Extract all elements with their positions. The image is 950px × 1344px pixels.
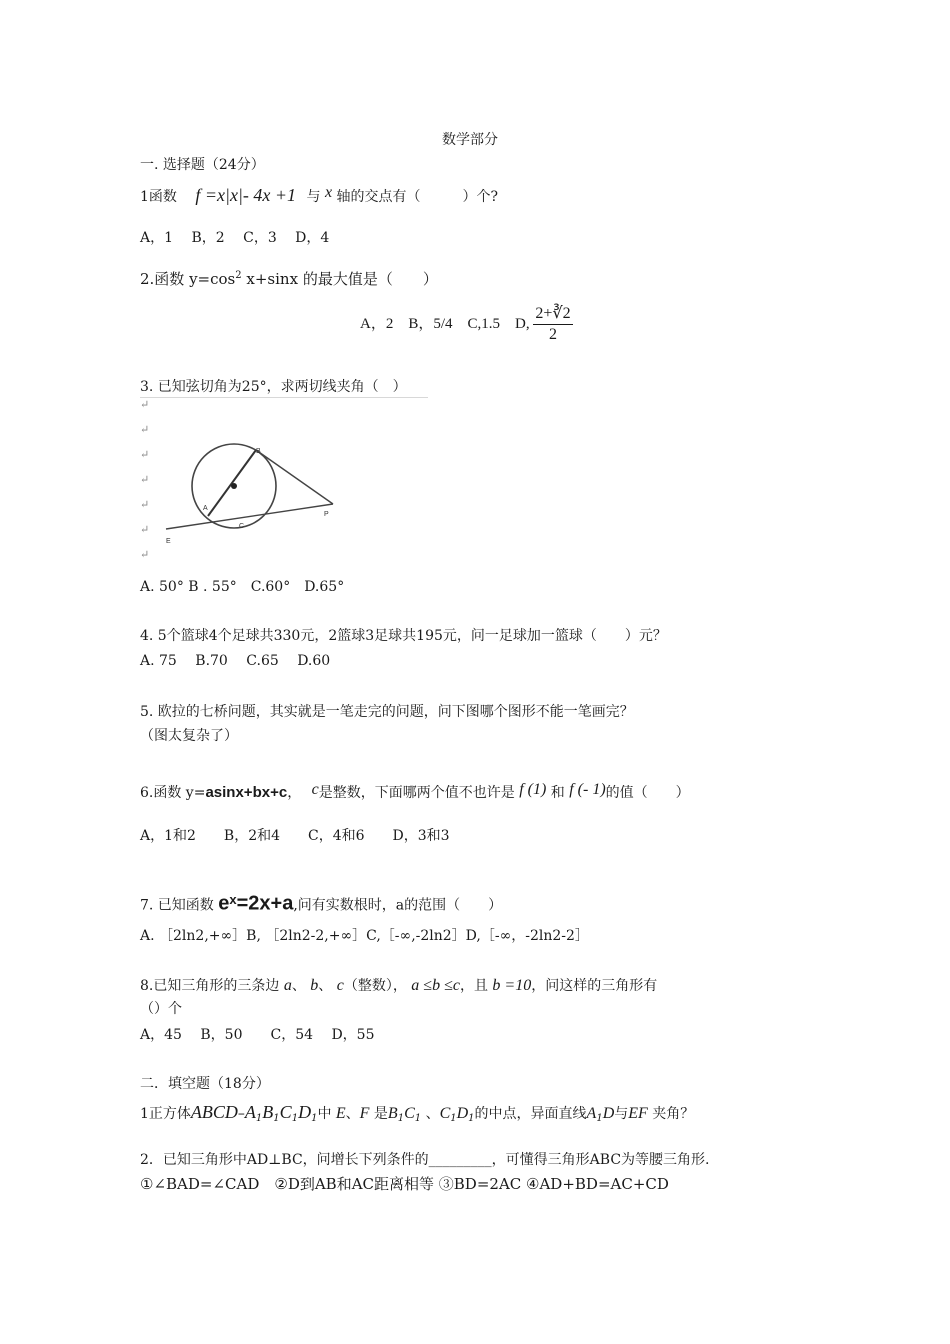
q2-fraction-num: 2+∛2 [533, 304, 572, 325]
f1-cd-sub: 1 [450, 1113, 457, 1124]
f1-is: 是 [373, 1106, 388, 1122]
q1-formula: f =x|x|- 4x +1 [195, 185, 297, 205]
q5-note: （图太复杂了） [140, 728, 238, 744]
q8-and: ，且 [459, 978, 488, 994]
q2-prefix: 2.函数 y=cos [140, 270, 236, 288]
f1-ad: A [586, 1105, 597, 1122]
return-mark: ↵ [140, 498, 150, 511]
question-3: 3. 已知弦切角为25°，求两切线夹角（ ） [140, 379, 407, 395]
q8-sep2: 、 [318, 978, 333, 994]
f1-c1: C [279, 1102, 292, 1122]
f1-cd: C [439, 1105, 451, 1122]
q3-divider [140, 397, 428, 398]
fill-question-2: 2．已知三角形中AD⊥BC，问增长下列条件的_________，可懂得三角形ABC为等腰三角形. [140, 1152, 710, 1168]
f1-dash: – [237, 1106, 245, 1122]
q8-options: A，45 B，50 C，54 D，55 [140, 1027, 375, 1043]
q2-fraction-den: 2 [548, 326, 557, 343]
q8-sep1: 、 [291, 978, 306, 994]
q7-options: A. ［2ln2,+∞］B, ［2ln2-2,+∞］C,［-∞,-2ln2］D,［-∞，-2ln2-2］ [140, 928, 589, 944]
q8-a: a [283, 977, 292, 994]
q6-f1: f (1) [519, 781, 547, 798]
f1-bc2: C [404, 1105, 415, 1122]
f1-ad2: D [602, 1105, 615, 1122]
question-2 [140, 266, 438, 289]
f1-a1-sub: 1 [255, 1113, 263, 1124]
f1-ef: EF [628, 1105, 648, 1122]
q8-continuation: （）个 [140, 1001, 182, 1017]
q7-prefix: 7. 已知函数 [140, 897, 214, 914]
q6-and: 和 [550, 785, 565, 801]
f1-e: E [335, 1105, 346, 1122]
q2-fraction [533, 304, 572, 345]
return-mark: ↵ [140, 448, 150, 461]
f1-cd2-sub: 1 [468, 1113, 475, 1124]
q6-c: c [311, 781, 319, 798]
q2-suffix: x+sinx 的最大值是（ ） [241, 270, 438, 288]
q8-beq: b =10 [492, 977, 532, 994]
q6-suffix: 的值（ ） [605, 785, 690, 801]
tangent-bp [256, 450, 333, 504]
section-choice-heading: 一. 选择题（24分） [140, 157, 265, 173]
q8-ineq: a ≤b ≤c [411, 977, 460, 994]
section-fill-heading: 二．填空题（18分） [140, 1076, 270, 1092]
f1-d1: D [298, 1102, 312, 1122]
label-p: P [324, 511, 329, 518]
q2-options-text: A，2 B，5/4 C,1.5 D, [360, 315, 530, 332]
question-4: 4. 5个篮球4个足球共330元，2篮球3足球共195元，问一足球加一篮球（ ）元？ [140, 628, 667, 644]
diameter-ab [208, 450, 256, 516]
f1-cube: ABCD [190, 1102, 238, 1122]
label-a: A [203, 505, 208, 512]
return-mark: ↵ [140, 473, 150, 486]
question-8 [140, 976, 657, 996]
q6-f2: f (- 1) [569, 781, 606, 798]
return-mark: ↵ [140, 523, 150, 536]
f1-cd2: D [456, 1105, 469, 1122]
q8-prefix: 8.已知三角形的三条边 [140, 978, 280, 994]
q6-text: 是整数，下面哪两个值不也许是 [318, 785, 515, 801]
f1-mid: 的中点，异面直线 [474, 1106, 587, 1122]
f1-a1: A [244, 1102, 256, 1122]
label-c: C [239, 523, 245, 530]
q6-prefix: 6.函数 y= [140, 785, 206, 801]
center-point [231, 483, 237, 489]
return-mark: ↵ [140, 548, 150, 561]
f1-sep2: 、 [425, 1106, 440, 1122]
q6-mid: ， [287, 785, 302, 801]
f1-prefix: 1正方体 [140, 1106, 191, 1122]
f1-d1-sub: 1 [311, 1113, 318, 1124]
question-5: 5. 欧拉的七桥问题，其实就是一笔走完的问题，问下图哪个图形不能一笔画完？ [140, 704, 634, 720]
q1-options: A，1 B，2 C，3 D，4 [140, 230, 330, 246]
f1-b1-sub: 1 [273, 1113, 280, 1124]
question-6 [140, 780, 690, 803]
q7-formula: =2x+a [236, 892, 294, 915]
q7-base: e [218, 892, 230, 915]
q3-options: A. 50° B . 55° C.60° D.65° [140, 579, 345, 595]
return-mark: ↵ [140, 423, 150, 436]
f1-f: F [359, 1105, 370, 1122]
f1-bc: B [387, 1105, 398, 1122]
label-b: B [256, 448, 261, 455]
fill-question-2-options: ①∠BAD=∠CAD ②D到AB和AC距离相等 ③BD=2AC ④AD+BD=AC+CD [140, 1175, 669, 1193]
q8-b: b [310, 977, 319, 994]
q1-mid: 与 [306, 189, 321, 205]
q8-suffix: ，问这样的三角形有 [531, 978, 658, 994]
f1-sep: 、 [345, 1106, 360, 1122]
f1-in: 中 [317, 1106, 332, 1122]
page-title: 数学部分 [442, 132, 498, 148]
q2-options [360, 304, 573, 345]
q2-sup: 2 [235, 270, 242, 281]
f1-bc-sub: 1 [397, 1113, 405, 1124]
tangent-circle-figure [160, 440, 350, 550]
q6-formula: asinx+bx+c [205, 784, 288, 801]
q8-c: c [336, 977, 344, 994]
q7-suffix: ,问有实数根时，a的范围（ ） [293, 897, 503, 914]
f1-b1: B [262, 1102, 274, 1122]
fill-question-1 [140, 1102, 694, 1129]
question-1 [140, 183, 498, 207]
q4-options: A. 75 B.70 C.65 D.60 [140, 653, 331, 669]
q8-mid: （整数）， [343, 978, 407, 994]
f1-suffix: 夹角？ [652, 1106, 695, 1122]
q1-suffix: 轴的交点有（ ）个? [336, 189, 499, 205]
label-e: E [166, 538, 171, 545]
question-7 [140, 890, 502, 916]
f1-ad-sub: 1 [596, 1113, 603, 1124]
f1-bc2-sub: 1 [414, 1113, 422, 1124]
q7-sup: x [229, 892, 237, 907]
q1-var: x [324, 184, 333, 201]
f1-with: 与 [614, 1106, 629, 1122]
q1-prefix: 1函数 [140, 189, 177, 205]
f1-c1-sub: 1 [291, 1113, 299, 1124]
return-mark: ↵ [140, 398, 150, 411]
q6-options: A，1和2 B，2和4 C，4和6 D，3和3 [140, 828, 450, 844]
